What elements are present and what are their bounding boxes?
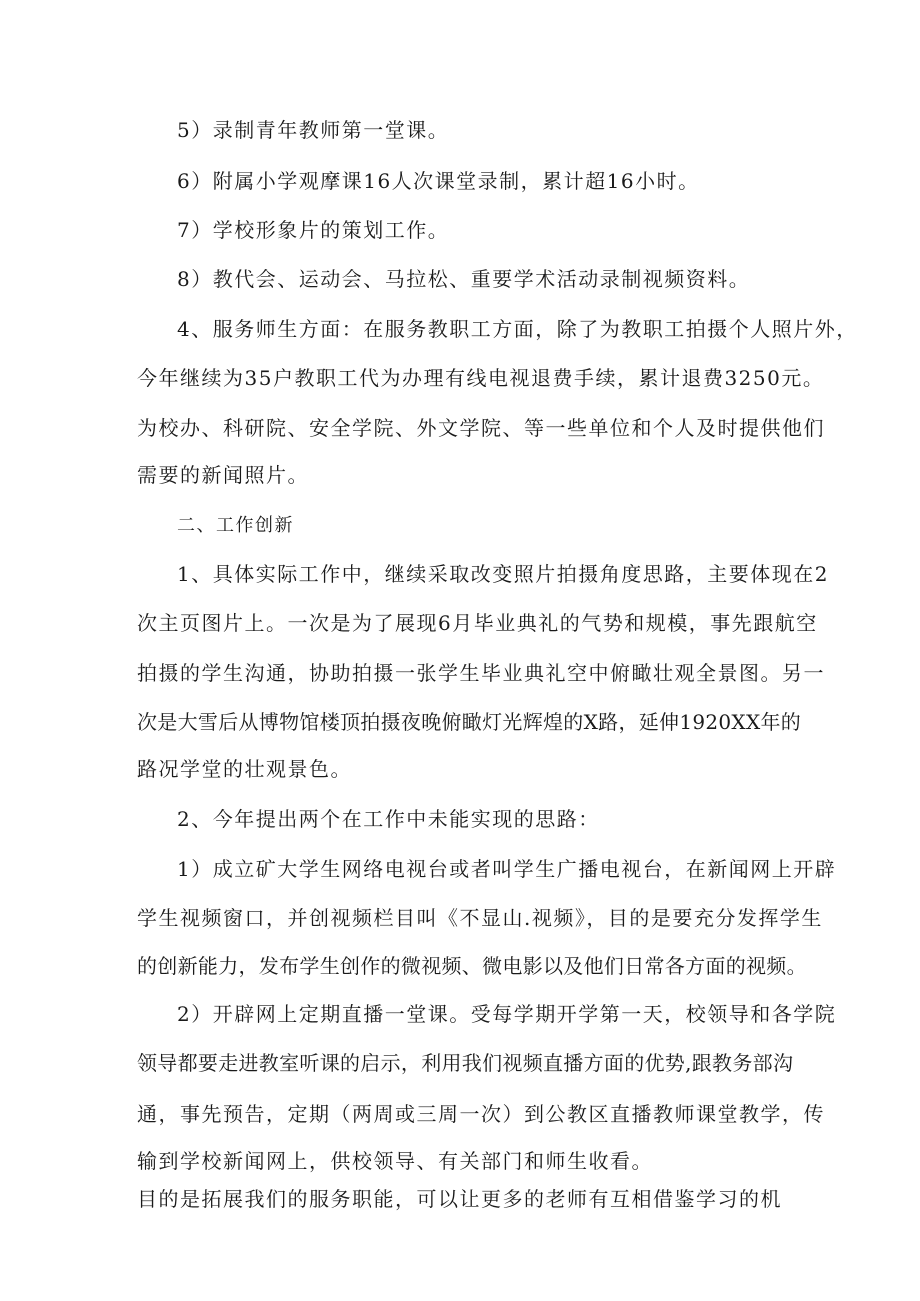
paragraph-line: 通，事先预告，定期（两周或三周一次）到公教区直播教师课堂教学，传 [137,1102,825,1126]
paragraph-line: 次是大雪后从博物馆楼顶拍摄夜晚俯瞰灯光辉煌的X路，延伸1920XX年的 [137,710,802,734]
list-item-7: 7）学校形象片的策划工作。 [177,218,450,242]
paragraph-line: 1）成立矿大学生网络电视台或者叫学生广播电视台，在新闻网上开辟 [177,857,837,881]
paragraph-line: 的创新能力，发布学生创作的微视频、微电影以及他们日常各方面的视频。 [137,954,807,978]
paragraph-line: 需要的新闻照片。 [137,463,309,487]
list-item-8: 8）教代会、运动会、马拉松、重要学术活动录制视频资料。 [177,267,751,291]
paragraph-line: 2）开辟网上定期直播一堂课。受每学期开学第一天，校领导和各学院 [177,1002,837,1026]
paragraph-line: 今年继续为35户教职工代为办理有线电视退费手续，累计退费3250元。 [137,366,825,390]
paragraph-line: 领导都要走进教室听课的启示，利用我们视频直播方面的优势,跟教务部沟 [137,1051,794,1075]
paragraph-line: 1、具体实际工作中，继续采取改变照片拍摄角度思路，主要体现在2 [177,562,829,586]
paragraph-line: 4、服务师生方面：在服务教职工方面，除了为教职工拍摄个人照片外， [177,317,858,341]
paragraph-line: 为校办、科研院、安全学院、外文学院、等一些单位和个人及时提供他们 [137,416,825,440]
list-item-6: 6）附属小学观摩课16人次课堂录制，累计超16小时。 [177,169,700,193]
paragraph-line: 拍摄的学生沟通，协助拍摄一张学生毕业典礼空中俯瞰壮观全景图。另一 [137,661,825,685]
paragraph-line: 路况学堂的壮观景色。 [137,757,352,781]
paragraph-line: 目的是拓展我们的服务职能，可以让更多的老师有互相借鉴学习的机 [137,1187,782,1211]
list-item-5: 5）录制青年教师第一堂课。 [177,118,450,142]
section-heading: 二、工作创新 [177,515,294,536]
paragraph-line: 2、今年提出两个在工作中未能实现的思路： [177,807,600,831]
paragraph-line: 学生视频窗口，并创视频栏目叫《不显山.视频》，目的是要充分发挥学生 [137,906,823,930]
paragraph-line: 输到学校新闻网上，供校领导、有关部门和师生收看。 [137,1149,653,1173]
paragraph-line: 次主页图片上。一次是为了展现6月毕业典礼的气势和规模，事先跟航空 [137,611,818,635]
